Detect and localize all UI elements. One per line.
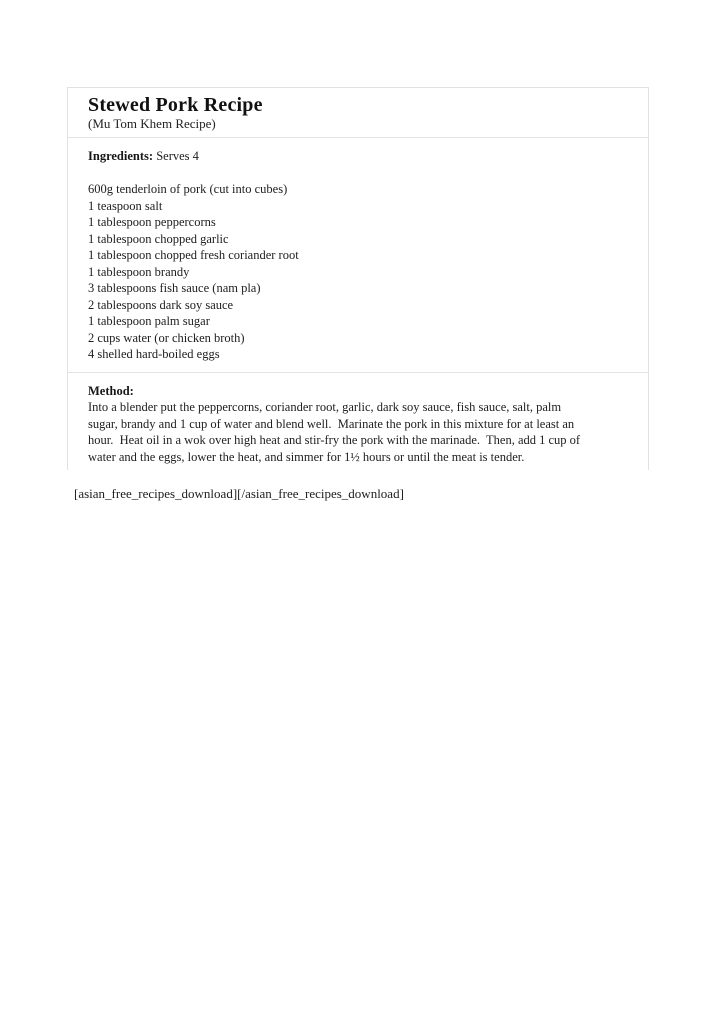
method-line: sugar, brandy and 1 cup of water and blend well. Marinate the pork in this mixture for at least an xyxy=(88,416,575,431)
recipe-subtitle: (Mu Tom Khem Recipe) xyxy=(88,116,216,131)
method-paragraph xyxy=(88,399,628,465)
ingredient-item: 2 tablespoons dark soy sauce xyxy=(88,297,234,312)
method-heading xyxy=(88,383,628,400)
ingredient-item: 2 cups water (or chicken broth) xyxy=(88,330,245,345)
recipe-card xyxy=(67,87,649,470)
ingredient-item: 1 tablespoon palm sugar xyxy=(88,314,210,328)
recipe-title: Stewed Pork Recipe xyxy=(88,94,263,116)
method-section xyxy=(68,372,648,471)
method-line: hour. Heat oil in a wok over high heat and stir-fry the pork with the marinade. Then, add 1 cup of xyxy=(88,433,581,447)
recipe-header xyxy=(68,88,648,137)
ingredient-item: 1 tablespoon brandy xyxy=(88,264,190,279)
ingredient-list xyxy=(88,181,628,363)
shortcode-text: [asian_free_recipes_download][/asian_free_recipes_download] xyxy=(74,486,404,501)
ingredient-item: 1 tablespoon peppercorns xyxy=(88,215,216,229)
ingredients-section xyxy=(68,137,648,372)
method-line: water and the eggs, lower the heat, and simmer for 1½ hours or until the meat is tender. xyxy=(88,449,525,464)
method-line: Into a blender put the peppercorns, coriander root, garlic, dark soy sauce, fish sauce, salt, palm xyxy=(88,400,562,414)
ingredients-label: Ingredients: xyxy=(88,149,154,163)
ingredients-heading xyxy=(88,148,628,165)
ingredient-item: 1 tablespoon chopped garlic xyxy=(88,231,229,246)
method-label: Method: xyxy=(88,383,134,398)
ingredient-item: 1 teaspoon salt xyxy=(88,198,163,213)
blank-line xyxy=(88,165,628,182)
ingredient-item: 4 shelled hard-boiled eggs xyxy=(88,347,220,361)
ingredient-item: 3 tablespoons fish sauce (nam pla) xyxy=(88,281,261,295)
ingredient-item: 600g tenderloin of pork (cut into cubes) xyxy=(88,182,288,196)
servings-value: Serves 4 xyxy=(156,149,199,163)
ingredient-item: 1 tablespoon chopped fresh coriander root xyxy=(88,248,299,262)
